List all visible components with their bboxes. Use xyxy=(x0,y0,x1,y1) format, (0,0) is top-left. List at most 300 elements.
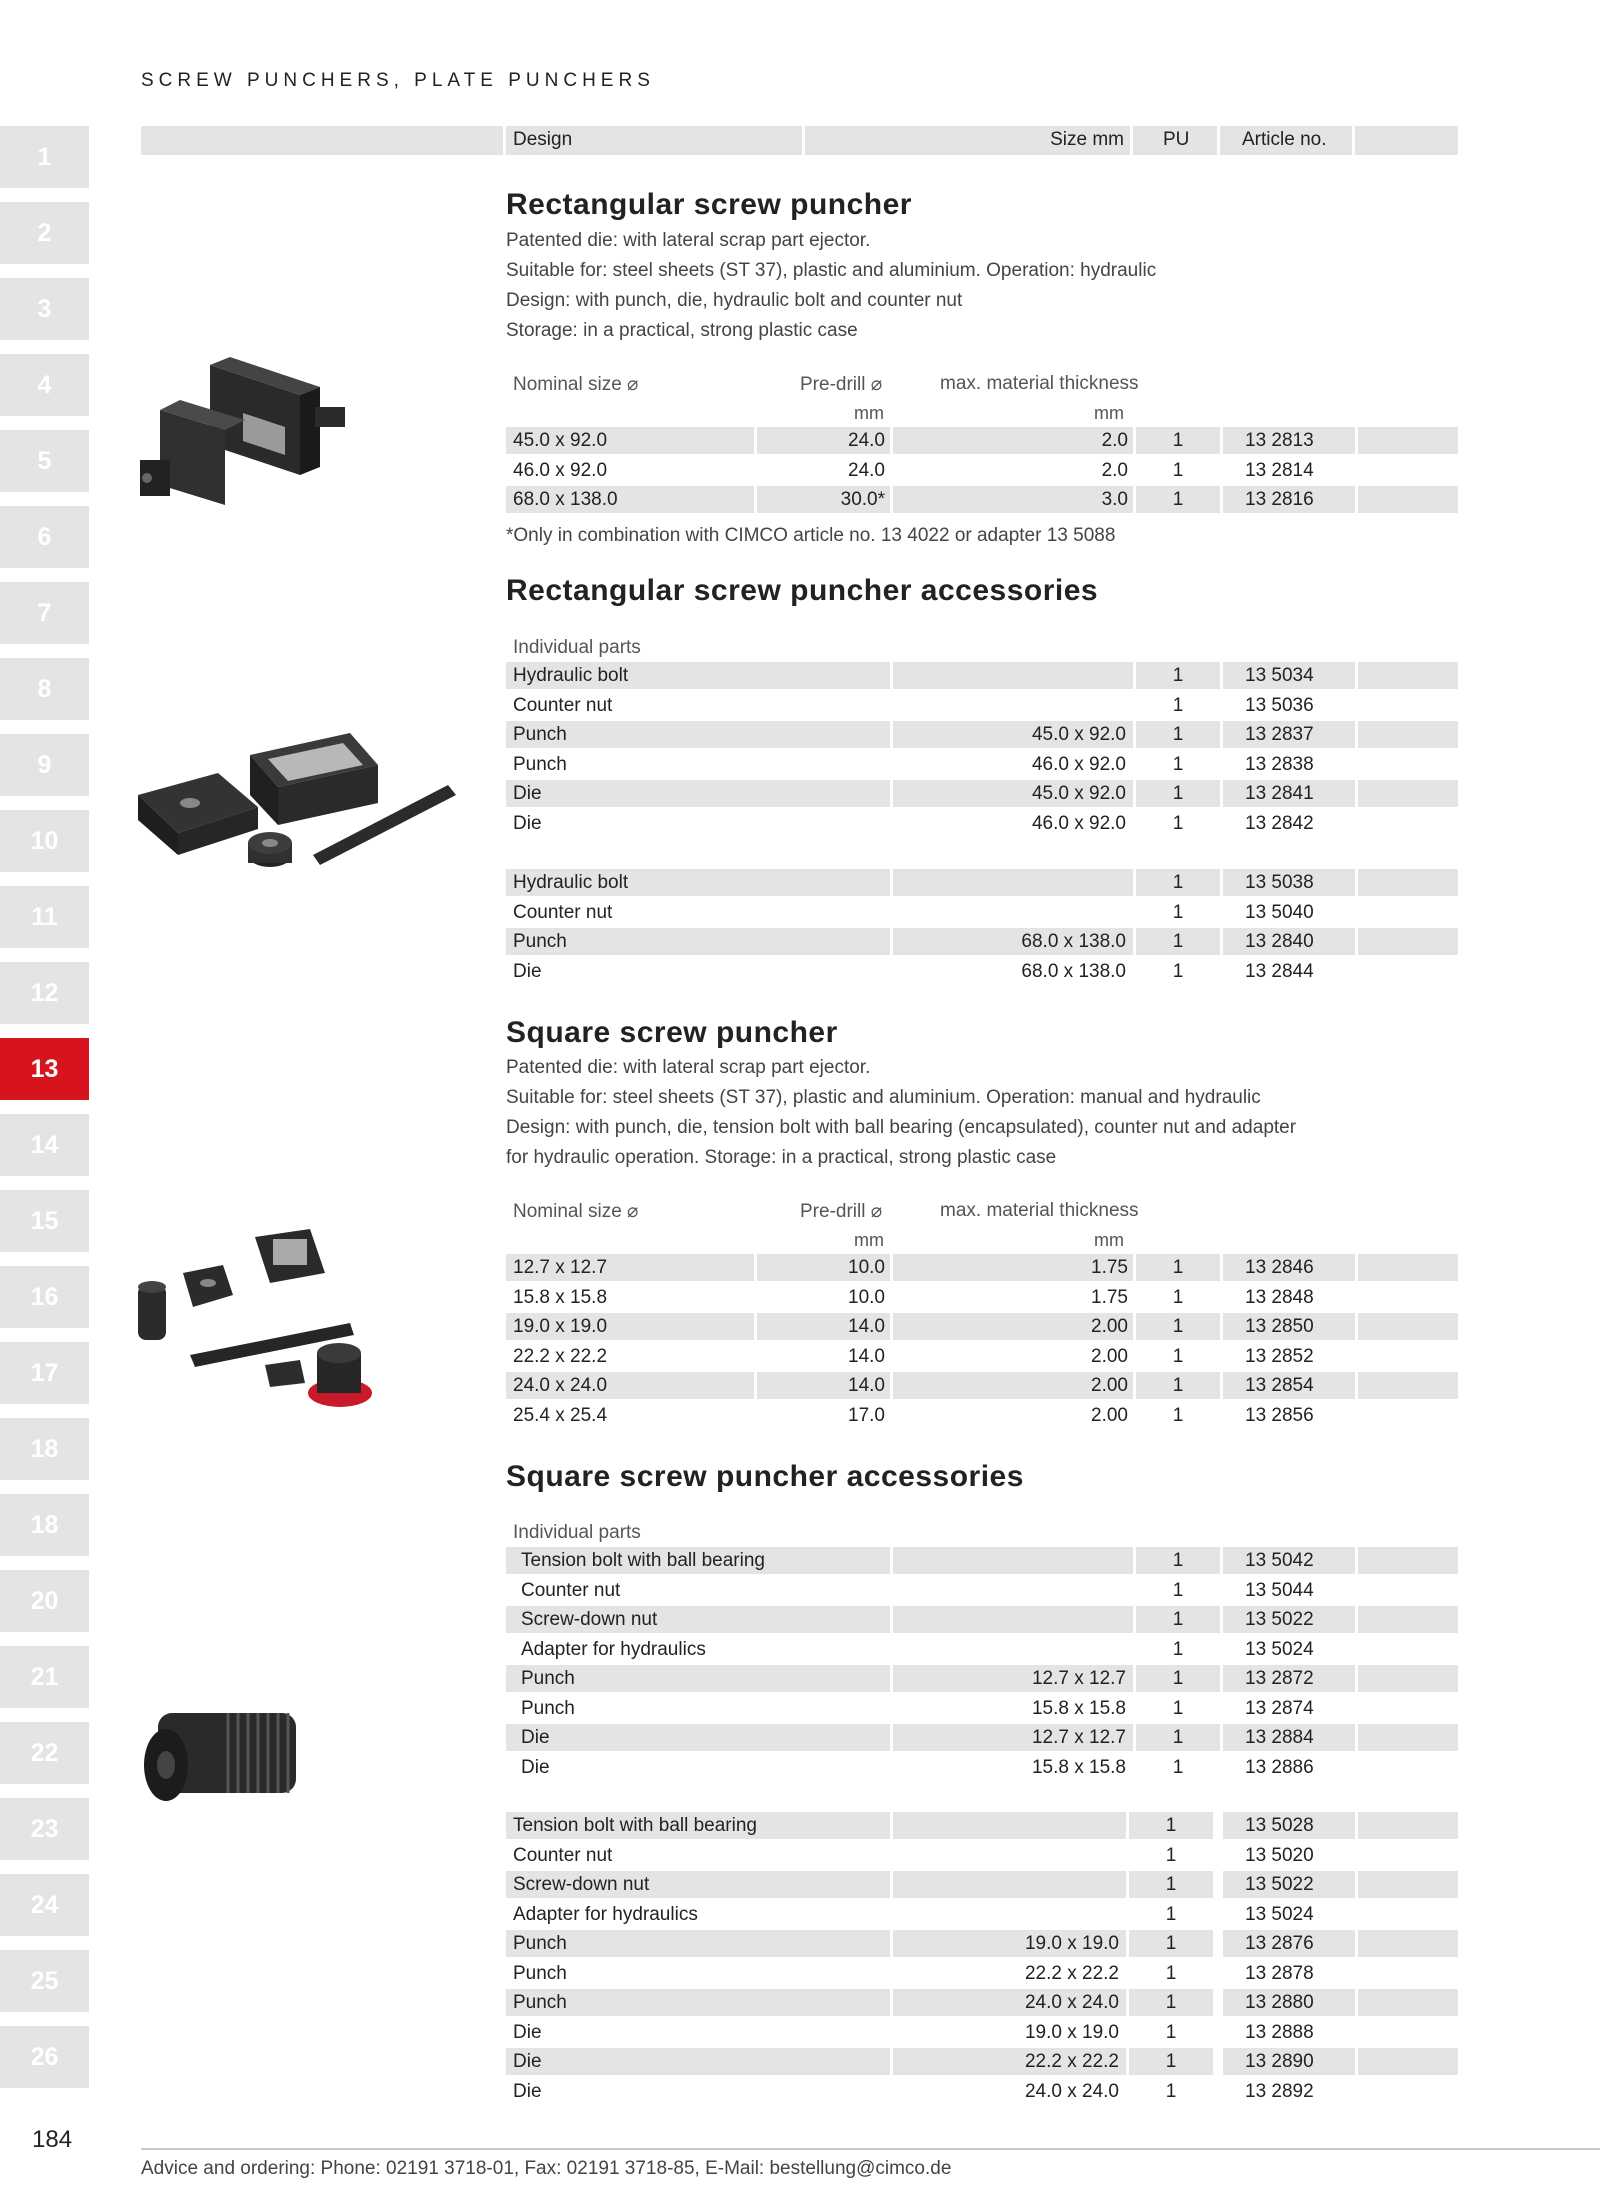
rect-puncher-photo xyxy=(135,355,350,530)
column-header-article xyxy=(1220,126,1352,155)
cell-thick: 1.75 xyxy=(1091,1286,1128,1308)
square-puncher-desc xyxy=(506,1053,1296,1173)
cell-size: 68.0 x 138.0 xyxy=(506,486,754,513)
cell-pu: 1 xyxy=(1172,753,1184,775)
cell-name: Tension bolt with ball bearing xyxy=(506,1812,890,1839)
cell-pu: 1 xyxy=(1165,1844,1177,1866)
cell-spacer xyxy=(1358,1842,1458,1869)
cell-art: 13 2838 xyxy=(1245,753,1314,775)
cell-pu: 1 xyxy=(1136,1665,1220,1692)
cell-spacer xyxy=(1358,958,1458,985)
cell-predrill: 14.0 xyxy=(757,1372,890,1399)
cell-thick: 3.0 xyxy=(893,486,1133,513)
cell-pu: 1 xyxy=(1172,812,1184,834)
label-nominal: Nominal size ⌀ xyxy=(513,374,639,395)
footer-contact: Advice and ordering: Phone: 02191 3718-01, Fax: 02191 3718-85, E-Mail: bestellung@cimco.de xyxy=(141,2158,952,2179)
cell-spacer xyxy=(1358,869,1458,896)
chapter-tab[interactable]: 21 xyxy=(0,1646,89,1708)
cell-art: 13 5042 xyxy=(1223,1547,1355,1574)
column-header-pu xyxy=(1133,126,1217,155)
cell-name: Adapter for hydraulics xyxy=(513,1903,698,1925)
cell-size: 68.0 x 138.0 xyxy=(1021,960,1126,982)
cell-art: 13 2813 xyxy=(1223,427,1355,454)
desc-line: Patented die: with lateral scrap part ejector. xyxy=(506,1057,871,1078)
column-header-left xyxy=(141,126,503,155)
table-row xyxy=(506,1547,1458,1574)
cell-predrill: 24.0 xyxy=(757,427,890,454)
unit-thickness: mm xyxy=(1094,1230,1124,1250)
column-article: Article no. xyxy=(1242,129,1327,150)
cell-spacer xyxy=(1358,1606,1458,1633)
chapter-tab[interactable]: 24 xyxy=(0,1874,89,1936)
table-row xyxy=(506,427,1458,454)
cell-spacer xyxy=(1358,486,1458,513)
cell-spacer xyxy=(1358,780,1458,807)
table-row xyxy=(506,1754,1458,1781)
cell-size: 24.0 x 24.0 xyxy=(893,1989,1126,2016)
cell-art: 13 2884 xyxy=(1223,1724,1355,1751)
table-row xyxy=(506,1665,1458,1692)
column-header-end xyxy=(1355,126,1458,155)
table-row xyxy=(506,2019,1458,2046)
footer-divider xyxy=(141,2148,1600,2150)
cell-size xyxy=(893,1871,1126,1898)
cell-name: Die xyxy=(521,1756,550,1778)
cell-pu: 1 xyxy=(1129,1871,1213,1898)
cell-spacer xyxy=(1358,721,1458,748)
chapter-tab[interactable]: 14 xyxy=(0,1114,89,1176)
cell-name: Die xyxy=(513,2021,542,2043)
cell-name: Die xyxy=(506,780,890,807)
chapter-tab[interactable]: 25 xyxy=(0,1950,89,2012)
chapter-tab[interactable]: 5 xyxy=(0,430,89,492)
cell-spacer xyxy=(1358,751,1458,778)
cell-size xyxy=(893,1547,1133,1574)
cell-pu: 1 xyxy=(1172,901,1184,923)
cell-name: Adapter for hydraulics xyxy=(521,1638,706,1660)
chapter-tab[interactable]: 2 xyxy=(0,202,89,264)
chapter-tab[interactable]: 17 xyxy=(0,1342,89,1404)
square-puncher-photo xyxy=(135,1225,395,1415)
cell-size: 19.0 x 19.0 xyxy=(1024,2021,1119,2043)
chapter-tab[interactable]: 22 xyxy=(0,1722,89,1784)
chapter-tab[interactable]: 23 xyxy=(0,1798,89,1860)
table-row xyxy=(506,486,1458,513)
cell-art: 13 2856 xyxy=(1245,1404,1314,1426)
cell-thick: 2.00 xyxy=(1091,1345,1128,1367)
cell-size: 22.2 x 22.2 xyxy=(513,1345,608,1367)
cell-art: 13 2876 xyxy=(1223,1930,1355,1957)
cell-predrill: 30.0* xyxy=(757,486,890,513)
cell-pu: 1 xyxy=(1136,486,1220,513)
cell-pu: 1 xyxy=(1129,2048,1213,2075)
table-row xyxy=(506,1284,1458,1311)
cell-size: 15.8 x 15.8 xyxy=(1031,1756,1126,1778)
cell-name: Counter nut xyxy=(521,1579,621,1601)
cell-name: Hydraulic bolt xyxy=(506,869,890,896)
chapter-tab[interactable]: 20 xyxy=(0,1570,89,1632)
table-row xyxy=(506,2048,1458,2075)
cell-thick: 2.00 xyxy=(893,1313,1133,1340)
cell-spacer xyxy=(1358,1930,1458,1957)
cell-art: 13 5024 xyxy=(1245,1903,1314,1925)
cell-art: 13 2844 xyxy=(1245,960,1314,982)
cell-size: 22.2 x 22.2 xyxy=(1024,1962,1119,1984)
cell-size xyxy=(893,1901,1126,1928)
chapter-tab[interactable]: 4 xyxy=(0,354,89,416)
cell-spacer xyxy=(1358,1402,1458,1429)
cell-art: 13 2816 xyxy=(1223,486,1355,513)
square-puncher-title: Square screw puncher xyxy=(506,1016,838,1049)
table-row xyxy=(506,1254,1458,1281)
cell-art: 13 5034 xyxy=(1223,662,1355,689)
cell-size: 22.2 x 22.2 xyxy=(893,2048,1126,2075)
cell-size: 68.0 x 138.0 xyxy=(893,928,1133,955)
cell-predrill: 17.0 xyxy=(848,1404,885,1426)
chapter-tab[interactable]: 11 xyxy=(0,886,89,948)
table-row xyxy=(506,1871,1458,1898)
table-row xyxy=(506,1989,1458,2016)
table-row xyxy=(506,869,1458,896)
cell-spacer xyxy=(1358,1754,1458,1781)
table-row xyxy=(506,721,1458,748)
cell-spacer xyxy=(1358,1577,1458,1604)
chapter-tab[interactable]: 8 xyxy=(0,658,89,720)
cell-name: Hydraulic bolt xyxy=(506,662,890,689)
cell-size xyxy=(893,1636,1133,1663)
cell-pu: 1 xyxy=(1165,1962,1177,1984)
cell-spacer xyxy=(1358,1284,1458,1311)
cell-pu: 1 xyxy=(1172,459,1184,481)
cell-art: 13 2890 xyxy=(1223,2048,1355,2075)
cell-size: 45.0 x 92.0 xyxy=(893,780,1133,807)
cell-spacer xyxy=(1358,1372,1458,1399)
cell-name: Punch xyxy=(506,721,890,748)
column-header-size xyxy=(805,126,1130,155)
cell-spacer xyxy=(1358,2078,1458,2105)
cell-pu: 1 xyxy=(1136,1254,1220,1281)
cell-spacer xyxy=(1358,457,1458,484)
cell-name: Punch xyxy=(513,753,567,775)
cell-name: Die xyxy=(506,2048,890,2075)
cell-predrill: 10.0 xyxy=(757,1254,890,1281)
cell-art: 13 2850 xyxy=(1223,1313,1355,1340)
chapter-tab[interactable]: 3 xyxy=(0,278,89,340)
cell-spacer xyxy=(1358,1313,1458,1340)
cell-art: 13 2892 xyxy=(1245,2080,1314,2102)
cell-name: Punch xyxy=(506,1989,890,2016)
page-number: 184 xyxy=(32,2126,73,2153)
cell-art: 13 2842 xyxy=(1245,812,1314,834)
cell-spacer xyxy=(1358,1901,1458,1928)
cell-thick: 1.75 xyxy=(893,1254,1133,1281)
cell-pu: 1 xyxy=(1136,1606,1220,1633)
cell-name: Counter nut xyxy=(513,901,613,923)
cell-pu: 1 xyxy=(1136,662,1220,689)
cell-name: Punch xyxy=(506,1665,890,1692)
cell-size: 19.0 x 19.0 xyxy=(893,1930,1126,1957)
cell-pu: 1 xyxy=(1136,1313,1220,1340)
cell-size: 15.8 x 15.8 xyxy=(513,1286,608,1308)
cell-thick: 2.00 xyxy=(1091,1404,1128,1426)
cell-size: 24.0 x 24.0 xyxy=(1024,2080,1119,2102)
table-row xyxy=(506,1313,1458,1340)
cell-art: 13 5022 xyxy=(1223,1871,1355,1898)
square-acc-title: Square screw puncher accessories xyxy=(506,1460,1024,1493)
chapter-tab[interactable]: 6 xyxy=(0,506,89,568)
square-acc-label: Individual parts xyxy=(513,1522,641,1543)
cell-pu: 1 xyxy=(1172,960,1184,982)
desc-line: Design: with punch, die, hydraulic bolt and counter nut xyxy=(506,290,963,311)
cell-size: 45.0 x 92.0 xyxy=(506,427,754,454)
cell-name: Punch xyxy=(506,928,890,955)
cell-pu: 1 xyxy=(1172,1697,1184,1719)
cell-spacer xyxy=(1358,1812,1458,1839)
cell-art: 13 5038 xyxy=(1223,869,1355,896)
table-row xyxy=(506,457,1458,484)
cell-pu: 1 xyxy=(1129,1930,1213,1957)
chapter-tab[interactable]: 15 xyxy=(0,1190,89,1252)
cell-pu: 1 xyxy=(1172,1404,1184,1426)
label-predrill: Pre-drill ⌀ xyxy=(800,374,883,395)
cell-size: 12.7 x 12.7 xyxy=(893,1724,1133,1751)
cell-pu: 1 xyxy=(1172,1756,1184,1778)
chapter-tab[interactable]: 26 xyxy=(0,2026,89,2088)
cell-spacer xyxy=(1358,928,1458,955)
desc-line: Patented die: with lateral scrap part ejector. xyxy=(506,230,871,251)
cell-pu: 1 xyxy=(1172,1286,1184,1308)
cell-name: Die xyxy=(513,2080,542,2102)
chapter-tab[interactable]: 7 xyxy=(0,582,89,644)
table-row xyxy=(506,1930,1458,1957)
table-row xyxy=(506,1402,1458,1429)
cell-size: 24.0 x 24.0 xyxy=(506,1372,754,1399)
cell-pu: 1 xyxy=(1129,1812,1213,1839)
column-header-design xyxy=(506,126,802,155)
cell-art: 13 2854 xyxy=(1223,1372,1355,1399)
cell-size: 46.0 x 92.0 xyxy=(1031,812,1126,834)
cell-spacer xyxy=(1358,810,1458,837)
unit-predrill: mm xyxy=(854,1230,884,1250)
cell-predrill: 24.0 xyxy=(848,459,885,481)
column-pu: PU xyxy=(1163,129,1190,150)
cell-size xyxy=(893,662,1133,689)
cell-pu: 1 xyxy=(1136,1372,1220,1399)
table-row xyxy=(506,1606,1458,1633)
cell-spacer xyxy=(1358,1343,1458,1370)
desc-line: for hydraulic operation. Storage: in a practical, strong plastic case xyxy=(506,1147,1057,1168)
table-row xyxy=(506,810,1458,837)
table-row xyxy=(506,1372,1458,1399)
cell-size xyxy=(893,869,1133,896)
cell-name: Screw-down nut xyxy=(506,1606,890,1633)
cell-spacer xyxy=(1358,1960,1458,1987)
cell-predrill: 14.0 xyxy=(757,1313,890,1340)
cell-pu: 1 xyxy=(1129,1989,1213,2016)
cell-size: 46.0 x 92.0 xyxy=(1031,753,1126,775)
cell-pu: 1 xyxy=(1172,694,1184,716)
cell-pu: 1 xyxy=(1136,1724,1220,1751)
table-row xyxy=(506,1960,1458,1987)
cell-predrill: 14.0 xyxy=(848,1345,885,1367)
cell-predrill: 10.0 xyxy=(848,1286,885,1308)
cell-art: 13 5040 xyxy=(1245,901,1314,923)
column-design: Design xyxy=(513,129,573,150)
table-row xyxy=(506,1812,1458,1839)
cell-art: 13 2880 xyxy=(1223,1989,1355,2016)
chapter-tab[interactable]: 1 xyxy=(0,126,89,188)
chapter-tab[interactable]: 18 xyxy=(0,1418,89,1480)
cell-pu: 1 xyxy=(1136,721,1220,748)
cell-name: Punch xyxy=(513,1962,567,1984)
cell-art: 13 2837 xyxy=(1223,721,1355,748)
cell-size: 12.7 x 12.7 xyxy=(506,1254,754,1281)
cell-size: 15.8 x 15.8 xyxy=(1031,1697,1126,1719)
cell-art: 13 2878 xyxy=(1245,1962,1314,1984)
cell-art: 13 5044 xyxy=(1245,1579,1314,1601)
chapter-tab[interactable]: 18 xyxy=(0,1494,89,1556)
cell-name: Die xyxy=(513,812,542,834)
cell-pu: 1 xyxy=(1165,2021,1177,2043)
label-nominal: Nominal size ⌀ xyxy=(513,1201,639,1222)
rect-acc-title: Rectangular screw puncher accessories xyxy=(506,574,1099,607)
cell-spacer xyxy=(1358,427,1458,454)
cell-pu: 1 xyxy=(1172,1345,1184,1367)
cell-pu: 1 xyxy=(1172,1579,1184,1601)
cell-pu: 1 xyxy=(1136,427,1220,454)
cell-size: 19.0 x 19.0 xyxy=(506,1313,754,1340)
rect-puncher-title: Rectangular screw puncher xyxy=(506,188,912,221)
adapter-photo xyxy=(138,1695,313,1820)
cell-size: 12.7 x 12.7 xyxy=(893,1665,1133,1692)
cell-pu: 1 xyxy=(1136,1547,1220,1574)
cell-art: 13 2846 xyxy=(1223,1254,1355,1281)
cell-name: Punch xyxy=(506,1930,890,1957)
label-thickness: max. material thickness xyxy=(940,373,1139,394)
cell-art: 13 2848 xyxy=(1245,1286,1314,1308)
column-size: Size mm xyxy=(1050,129,1124,150)
label-predrill: Pre-drill ⌀ xyxy=(800,1201,883,1222)
cell-pu: 1 xyxy=(1136,928,1220,955)
cell-spacer xyxy=(1358,1871,1458,1898)
unit-thickness: mm xyxy=(1094,403,1124,423)
cell-art: 13 5020 xyxy=(1245,1844,1314,1866)
table-row xyxy=(506,662,1458,689)
cell-art: 13 2874 xyxy=(1245,1697,1314,1719)
cell-pu: 1 xyxy=(1165,1903,1177,1925)
cell-name: Screw-down nut xyxy=(506,1871,890,1898)
cell-spacer xyxy=(1358,1695,1458,1722)
rect-puncher-note: *Only in combination with CIMCO article no. 13 4022 or adapter 13 5088 xyxy=(506,525,1116,546)
cell-name: Die xyxy=(506,1724,890,1751)
table-row xyxy=(506,928,1458,955)
table-row xyxy=(506,1695,1458,1722)
chapter-tab[interactable]: 16 xyxy=(0,1266,89,1328)
cell-thick: 2.0 xyxy=(1101,459,1128,481)
cell-spacer xyxy=(1358,1547,1458,1574)
cell-size xyxy=(893,1606,1133,1633)
cell-size: 25.4 x 25.4 xyxy=(513,1404,608,1426)
table-row xyxy=(506,899,1458,926)
cell-art: 13 5022 xyxy=(1223,1606,1355,1633)
cell-spacer xyxy=(1358,899,1458,926)
page-header: SCREW PUNCHERS, PLATE PUNCHERS xyxy=(141,70,655,91)
cell-art: 13 2888 xyxy=(1245,2021,1314,2043)
cell-pu: 1 xyxy=(1172,1638,1184,1660)
cell-pu: 1 xyxy=(1136,869,1220,896)
table-row xyxy=(506,2078,1458,2105)
chapter-tab[interactable]: 12 xyxy=(0,962,89,1024)
table-row xyxy=(506,958,1458,985)
table-row xyxy=(506,1842,1458,1869)
table-row xyxy=(506,1577,1458,1604)
desc-line: Storage: in a practical, strong plastic case xyxy=(506,320,858,341)
desc-line: Suitable for: steel sheets (ST 37), plastic and aluminium. Operation: hydraulic xyxy=(506,260,1157,281)
cell-art: 13 5024 xyxy=(1245,1638,1314,1660)
cell-art: 13 2814 xyxy=(1245,459,1314,481)
cell-spacer xyxy=(1358,1989,1458,2016)
cell-size: 45.0 x 92.0 xyxy=(893,721,1133,748)
table-row xyxy=(506,1636,1458,1663)
cell-thick: 2.00 xyxy=(893,1372,1133,1399)
unit-predrill: mm xyxy=(854,403,884,423)
cell-spacer xyxy=(1358,1254,1458,1281)
chapter-tab[interactable]: 13 xyxy=(0,1038,89,1100)
desc-line: Design: with punch, die, tension bolt with ball bearing (encapsulated), counter nut and adapter xyxy=(506,1117,1297,1138)
cell-spacer xyxy=(1358,2048,1458,2075)
cell-art: 13 2840 xyxy=(1223,928,1355,955)
desc-line: Suitable for: steel sheets (ST 37), plastic and aluminium. Operation: manual and hydraulic xyxy=(506,1087,1261,1108)
cell-pu: 1 xyxy=(1165,2080,1177,2102)
chapter-tab[interactable]: 10 xyxy=(0,810,89,872)
table-row xyxy=(506,751,1458,778)
cell-size xyxy=(893,1812,1126,1839)
chapter-tab[interactable]: 9 xyxy=(0,734,89,796)
cell-name: Punch xyxy=(521,1697,575,1719)
cell-art: 13 2852 xyxy=(1245,1345,1314,1367)
cell-name: Tension bolt with ball bearing xyxy=(506,1547,890,1574)
cell-spacer xyxy=(1358,1724,1458,1751)
cell-spacer xyxy=(1358,2019,1458,2046)
cell-size: 46.0 x 92.0 xyxy=(513,459,608,481)
rect-acc-label: Individual parts xyxy=(513,637,641,658)
cell-size xyxy=(893,692,1133,719)
table-row xyxy=(506,692,1458,719)
table-row xyxy=(506,1343,1458,1370)
cell-spacer xyxy=(1358,1636,1458,1663)
rect-puncher-desc xyxy=(506,226,1156,346)
cell-name: Counter nut xyxy=(513,1844,613,1866)
cell-art: 13 2841 xyxy=(1223,780,1355,807)
cell-spacer xyxy=(1358,662,1458,689)
cell-spacer xyxy=(1358,1665,1458,1692)
table-row xyxy=(506,1901,1458,1928)
cell-name: Die xyxy=(513,960,542,982)
label-thickness: max. material thickness xyxy=(940,1200,1139,1221)
cell-size xyxy=(893,1577,1133,1604)
cell-size xyxy=(893,899,1133,926)
table-row xyxy=(506,780,1458,807)
cell-name: Counter nut xyxy=(513,694,613,716)
cell-pu: 1 xyxy=(1136,780,1220,807)
cell-thick: 2.0 xyxy=(893,427,1133,454)
cell-spacer xyxy=(1358,692,1458,719)
rect-accessories-photo xyxy=(138,725,458,875)
cell-art: 13 2872 xyxy=(1223,1665,1355,1692)
cell-art: 13 5036 xyxy=(1245,694,1314,716)
table-row xyxy=(506,1724,1458,1751)
cell-art: 13 5028 xyxy=(1223,1812,1355,1839)
